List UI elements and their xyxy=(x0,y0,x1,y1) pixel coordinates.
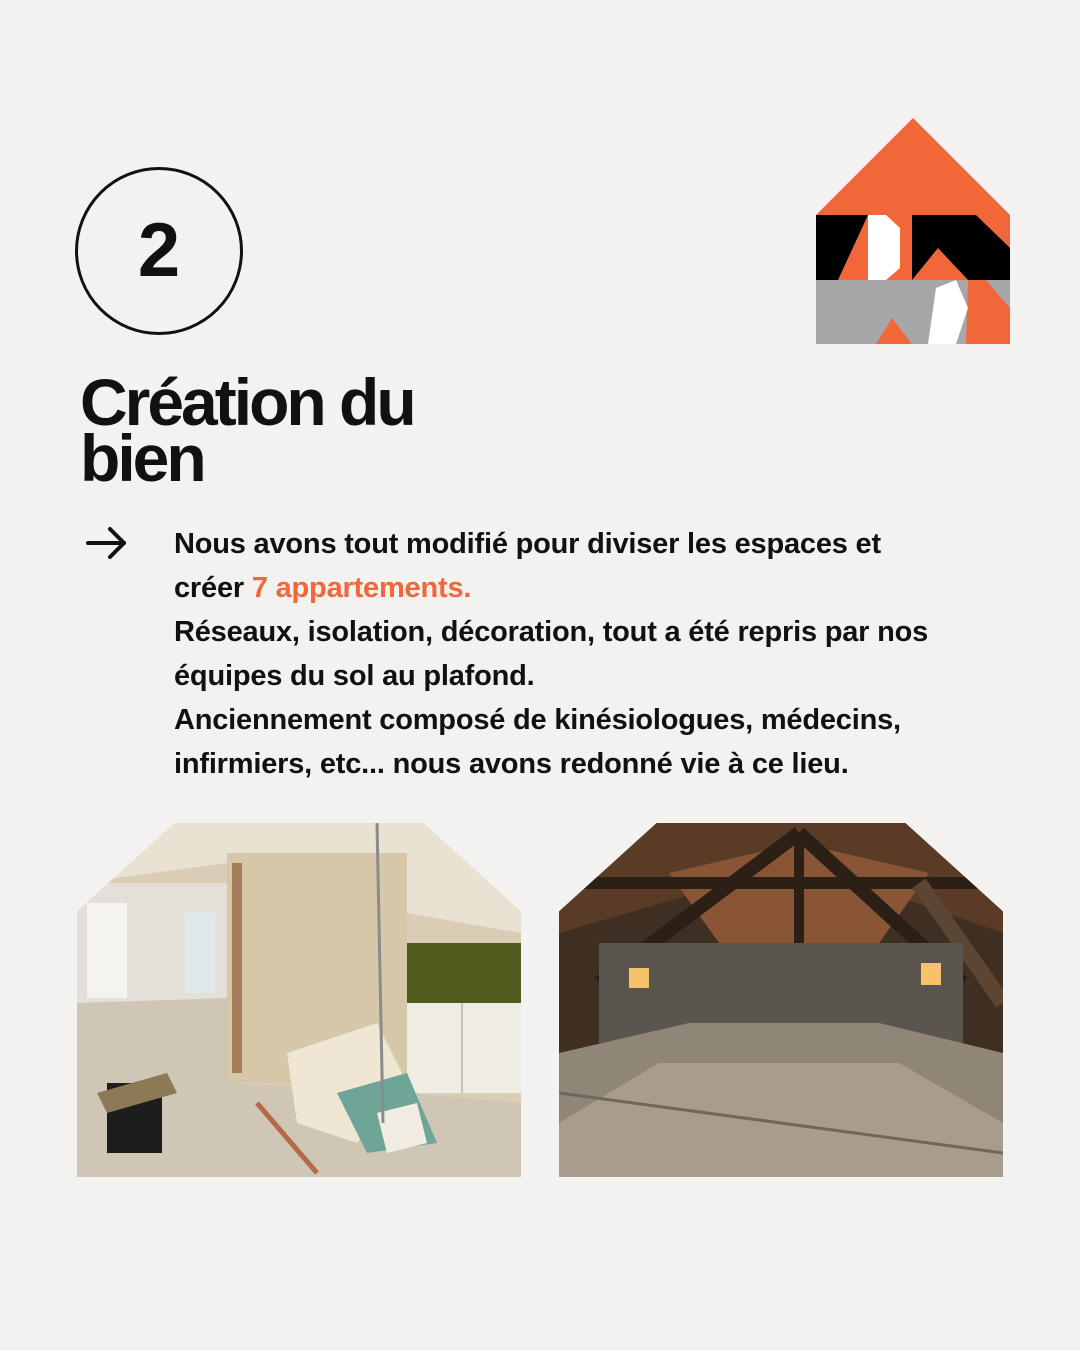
apartment-count-highlight: 7 appartements. xyxy=(251,572,472,604)
arrow-right-icon xyxy=(86,525,130,561)
description-paragraph-1 xyxy=(174,522,1004,610)
description-line-1: Nous avons tout modifié pour diviser les espaces et xyxy=(174,528,881,560)
photo-attic xyxy=(559,823,1003,1177)
description-paragraph-3: Anciennement composé de kinésiologues, médecins, infirmiers, etc... nous avons redonné vie à ce lieu. xyxy=(174,704,901,780)
page-title xyxy=(80,365,540,495)
title-line-2: bien xyxy=(80,421,204,495)
house-logo-icon xyxy=(816,118,1010,344)
description-line-2-prefix: créer xyxy=(174,572,252,604)
step-number: 2 xyxy=(137,208,181,293)
photo-renovation-interior xyxy=(77,823,521,1177)
title-line-1: Création du xyxy=(80,365,414,439)
description xyxy=(174,522,1004,786)
description-paragraph-2: Réseaux, isolation, décoration, tout a été repris par nos équipes du sol au plafond. xyxy=(174,616,929,692)
step-badge xyxy=(75,167,243,335)
